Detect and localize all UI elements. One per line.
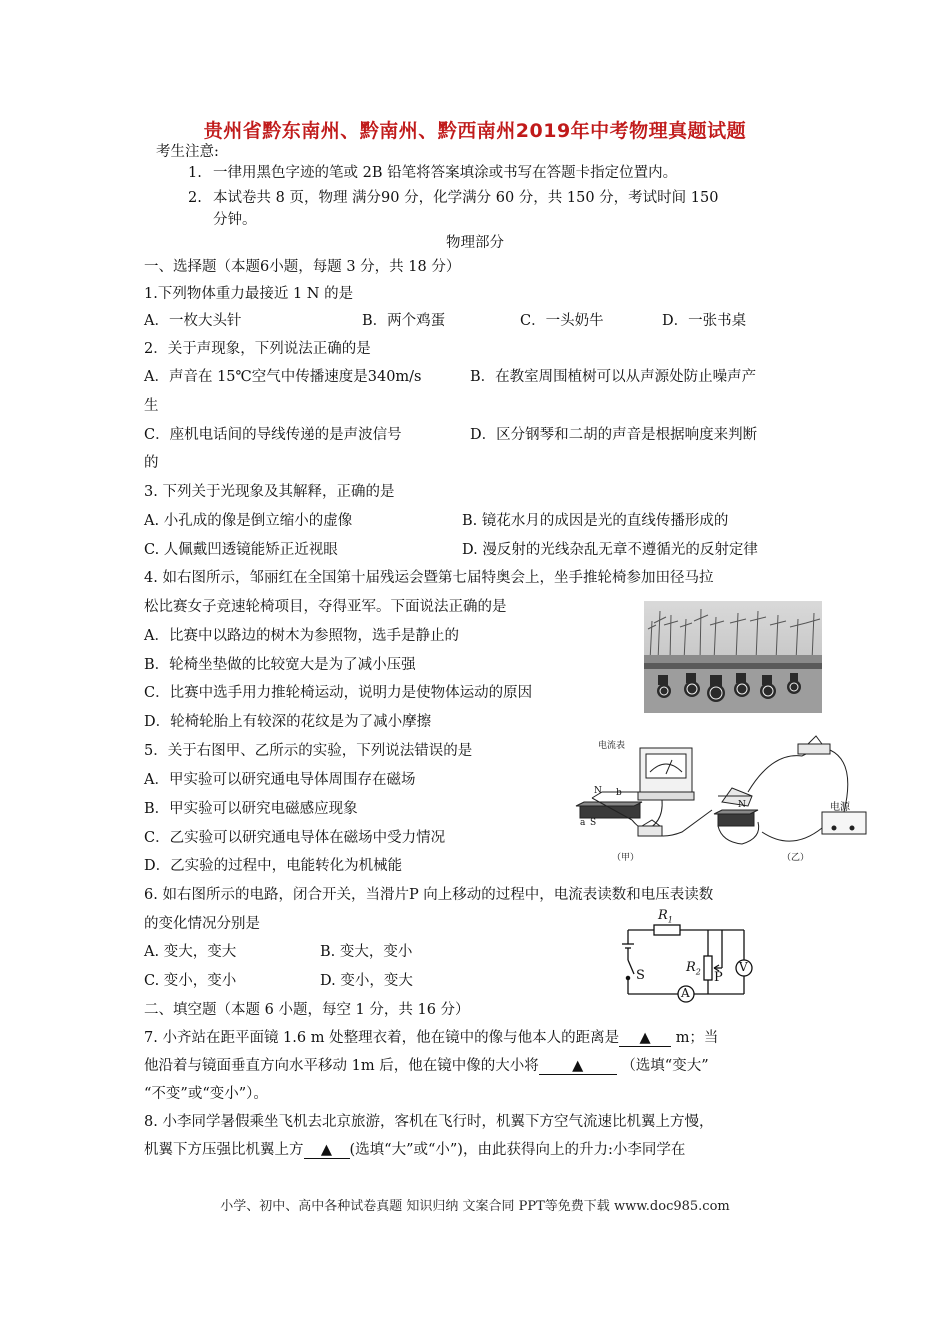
q3-stem: 3. 下列关于光现象及其解释，正确的是 bbox=[144, 484, 395, 500]
q8-line-2: 机翼下方压强比机翼上方 ▲ (选填“大”或“小”)，由此获得向上的升力:小李同学在 bbox=[144, 1142, 686, 1158]
wire-end-b-label: b bbox=[616, 788, 622, 798]
magnet-n-label-jia: N bbox=[594, 786, 602, 796]
ammeter-symbol: A bbox=[681, 986, 690, 1000]
page-footer: 小学、初中、高中各种试卷真题 知识归纳 文案合同 PPT等免费下载 www.doc985.com bbox=[220, 1199, 730, 1214]
section-2-heading: 二、填空题（本题 6 小题，每空 1 分，共 16 分） bbox=[144, 1002, 470, 1018]
q1-stem: 1.下列物体重力最接近 1 N 的是 bbox=[144, 286, 354, 302]
q6-stem: 6. 如右图所示的电路，闭合开关，当滑片P 向上移动的过程中，电流表读数和电压表读数 bbox=[144, 887, 714, 903]
q2-option-b: B．在教室周围植树可以从声源处防止噪声产 bbox=[470, 369, 757, 385]
q1-option-c: C．一头奶牛 bbox=[520, 313, 604, 329]
q2-option-a: A．声音在 15℃空气中传播速度是340m/s bbox=[144, 369, 422, 385]
q2-option-d-cont: 的 bbox=[144, 455, 159, 471]
r2-label: $R_2$ bbox=[686, 960, 701, 977]
q2-stem: 2．关于声现象，下列说法正确的是 bbox=[144, 341, 371, 357]
notice-item-2-cont: 分钟。 bbox=[213, 212, 257, 228]
q7-line-2: 他沿着与镜面垂直方向水平移动 1m 后，他在镜中像的大小将 ▲ （选填“变大” bbox=[144, 1058, 709, 1074]
q3-option-a: A. 小孔成的像是倒立缩小的虚像 bbox=[144, 513, 353, 529]
ammeter-label: 电流表 bbox=[598, 741, 626, 751]
q6-circuit-diagram bbox=[616, 908, 776, 1010]
notice-item-2: 本试卷共 8 页，物理 满分90 分，化学满分 60 分，共 150 分，考试时间 150 bbox=[213, 190, 719, 206]
q7-blank-2: ▲ bbox=[539, 1058, 617, 1075]
wheelchair-race-photo bbox=[644, 601, 822, 713]
q8-blank-1: ▲ bbox=[304, 1142, 350, 1159]
power-supply-label: 电源 bbox=[830, 802, 850, 813]
q8-line-1: 8. 小李同学暑假乘坐飞机去北京旅游，客机在飞行时，机翼下方空气流速比机翼上方慢， bbox=[144, 1114, 714, 1130]
section-1-heading: 一、选择题（本题6小题，每题 3 分，共 18 分） bbox=[144, 259, 461, 275]
figure-label-jia: （甲） bbox=[612, 853, 640, 863]
q5-option-d: D．乙实验的过程中，电能转化为机械能 bbox=[144, 858, 403, 874]
switch-s-label: S bbox=[636, 968, 645, 983]
q5-option-a: A．甲实验可以研究通电导体周围存在磁场 bbox=[144, 772, 416, 788]
q5-stem: 5．关于右图甲、乙所示的实验，下列说法错误的是 bbox=[144, 743, 473, 759]
q2-option-b-cont: 生 bbox=[144, 398, 159, 414]
q3-option-d: D. 漫反射的光线杂乱无章不遵循光的反射定律 bbox=[462, 542, 758, 558]
q3-option-b: B. 镜花水月的成因是光的直线传播形成的 bbox=[462, 513, 729, 529]
q2-option-d: D．区分钢琴和二胡的声音是根据响度来判断 bbox=[470, 427, 758, 443]
q4-option-d: D．轮椅轮胎上有较深的花纹是为了减小摩擦 bbox=[144, 714, 432, 730]
notice-item-1: 一律用黑色字迹的笔或 2B 铅笔将答案填涂或书写在答题卡指定位置内。 bbox=[213, 165, 678, 181]
document-title: 贵州省黔东南州、黔南州、黔西南州2019年中考物理真题试题 bbox=[203, 120, 747, 142]
magnet-n-label-yi: N bbox=[738, 800, 746, 810]
notice-item-1-num: 1. bbox=[188, 165, 202, 181]
magnet-s-label-jia: S bbox=[590, 818, 597, 828]
q7-blank-1: ▲ bbox=[619, 1030, 671, 1047]
q4-stem: 4. 如右图所示，邹丽红在全国第十届残运会暨第七届特奥会上，坐手推轮椅参加田径马拉 bbox=[144, 570, 714, 586]
q6-stem-cont: 的变化情况分别是 bbox=[144, 916, 260, 932]
q7-line-1: 7. 小齐站在距平面镜 1.6 m 处整理衣着，他在镜中的像与他本人的距离是 ▲ m；当 bbox=[144, 1030, 719, 1046]
q2-option-c: C．座机电话间的导线传递的是声波信号 bbox=[144, 427, 402, 443]
r1-label: $R_1$ bbox=[658, 908, 673, 925]
q6-option-c: C. 变小，变小 bbox=[144, 973, 237, 989]
q4-option-a: A．比赛中以路边的树木为参照物，选手是静止的 bbox=[144, 628, 459, 644]
q1-option-b: B．两个鸡蛋 bbox=[362, 313, 446, 329]
q6-option-a: A. 变大，变大 bbox=[144, 944, 237, 960]
q6-option-d: D. 变小，变大 bbox=[320, 973, 413, 989]
notice-item-2-num: 2. bbox=[188, 190, 202, 206]
q5-option-b: B．甲实验可以研究电磁感应现象 bbox=[144, 801, 358, 817]
q7-line-3: “不变”或“变小”）。 bbox=[144, 1086, 268, 1102]
q6-option-b: B. 变大，变小 bbox=[320, 944, 413, 960]
wire-end-a-label: a bbox=[580, 818, 586, 828]
part-title: 物理部分 bbox=[446, 235, 504, 251]
slider-p-label: P bbox=[714, 970, 723, 985]
q5-option-c: C．乙实验可以研究通电导体在磁场中受力情况 bbox=[144, 830, 446, 846]
notice-heading: 考生注意: bbox=[156, 144, 219, 160]
q1-option-a: A．一枚大头针 bbox=[144, 313, 242, 329]
q4-stem-cont: 松比赛女子竞速轮椅项目，夺得亚军。下面说法正确的是 bbox=[144, 599, 507, 615]
q5-experiment-figure bbox=[572, 732, 872, 868]
voltmeter-symbol: V bbox=[739, 960, 748, 974]
figure-label-yi: （乙） bbox=[782, 853, 810, 863]
q1-option-d: D．一张书桌 bbox=[662, 313, 747, 329]
q4-option-b: B．轮椅坐垫做的比较宽大是为了减小压强 bbox=[144, 657, 416, 673]
q3-option-c: C. 人佩戴凹透镜能矫正近视眼 bbox=[144, 542, 338, 558]
q4-option-c: C．比赛中选手用力推轮椅运动，说明力是使物体运动的原因 bbox=[144, 685, 533, 701]
